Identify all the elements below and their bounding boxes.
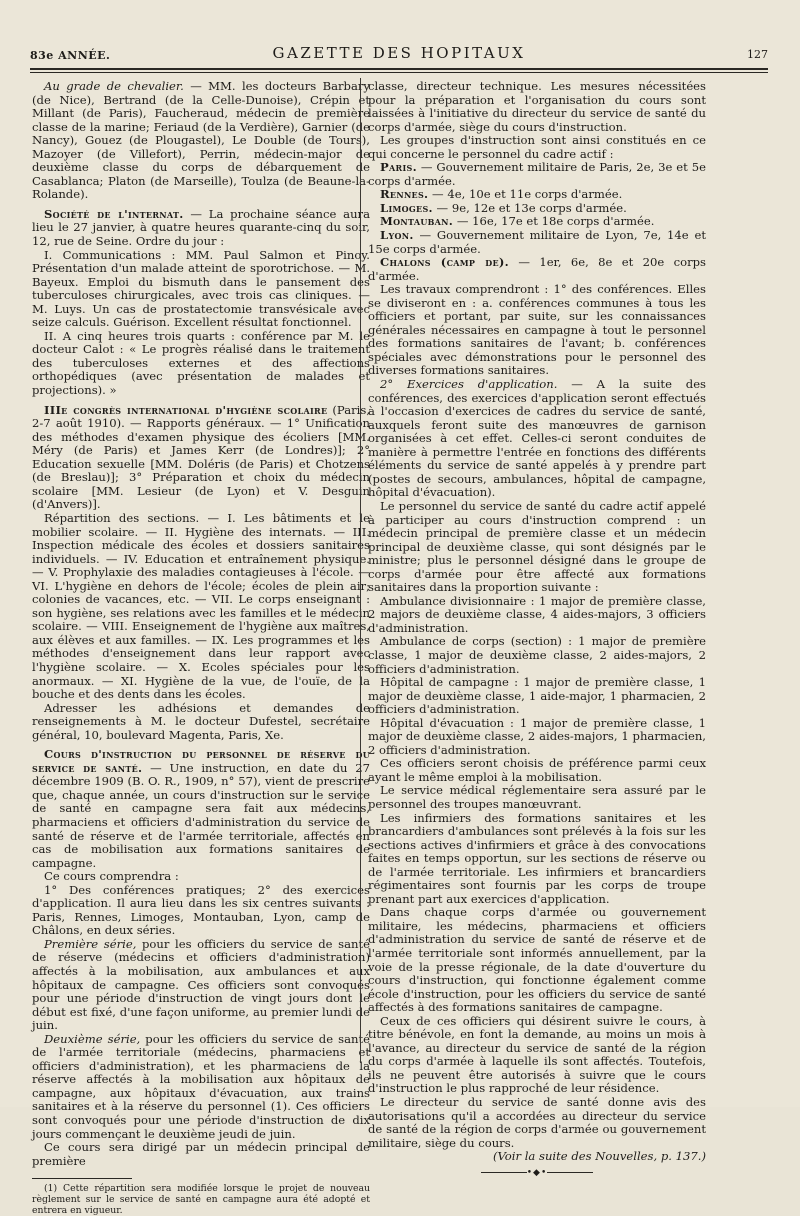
paragraph-body: Adresser les adhésions et demandes de renseignements à M. le docteur Dufestel, secrétaire général, 10, boulevard Magenta, Paris, Xe. (32, 700, 370, 742)
paragraph-body: Ambulance divisionnaire : 1 major de première classe, 2 majors de deuxième classe, 4 aides-majors, 3 officiers d'administration. (368, 593, 706, 635)
paragraph-lead: Au grade de chevalier. (44, 79, 184, 93)
left-paragraph (32, 208, 370, 249)
paragraph-body: pour les officiers du service de santé de réserve (médecins et officiers d'administration) affectés à la mobilisation, aux ambulances et aux hôpitaux de campagne. Ces officiers sont convoqués pour une période d'instruction de vingt jours dont le début est fixé, d'une façon uniforme, au premier lundi de juin. (32, 936, 370, 1033)
continuation-note: (Voir la suite des Nouvelles, p. 137.) (492, 1149, 706, 1164)
paragraph-body: — A la suite des conférences, des exercices d'application seront effectués à l'occasion d'exercices de cadres du service de santé, auxquels feront suite des manœuvres de garnison organisées à cet effet. Celles-ci seront conduites de manière à permettre l'entrée en fonctions des différents éléments du service de santé appelés à y prendre part (postes de secours, ambulances, hôpital de campagne, hôpital d'évacuation). (368, 377, 707, 500)
footnote: (1) Cette répartition sera modifiée lorsque le projet de nouveau règlement sur le service de santé en campagne aura été adopté et entrera en vigueur. (32, 1183, 370, 1216)
paragraph-lead: Première série, (44, 936, 137, 951)
left-paragraph (32, 702, 370, 743)
paragraph-body: I. Communications : MM. Paul Salmon et Pinoy. Présentation d'un malade atteint de sporotrichose. — M. Bayeux. Emploi du bismuth dans le pansement des tuberculoses chirurgicales, avec trois cas cliniques. — M. Luys. Un cas de prostatectomie transvésicale avec seize calculs. Guérison. Excellent résultat fonctionnel. (32, 247, 370, 330)
paragraph-body: — 4e, 10e et 11e corps d'armée. (428, 187, 623, 202)
right-paragraph (368, 188, 706, 202)
right-paragraph (368, 134, 706, 161)
right-paragraph (368, 1096, 706, 1150)
journal-title: GAZETTE DES HOPITAUX (272, 44, 526, 62)
paragraph-lead: Rennes. (380, 187, 429, 202)
right-paragraph (368, 812, 706, 907)
paragraph-body: Le personnel du service de santé du cadre actif appelé à participer au cours d'instruction comprend : un médecin principal de première classe et un médecin principal de deuxième classe, qui sont désignés par le ministre; plus le personnel désigné dans le groupe de corps d'armée pour être affecté aux formations sanitaires dans la proportion suivante : (368, 498, 706, 595)
closing-ornament: •◆• (368, 1167, 706, 1181)
right-paragraph (368, 635, 706, 676)
paragraph-body: Répartition des sections. — I. Les bâtiments et le mobilier scolaire. — II. Hygiène des internats. — III. Inspection médicale des écoles et dossiers sanitaires individuels. — IV. Education et entraînement physique. — V. Prophylaxie des maladies contagieuses à l'école. — VI. L'hygiène en dehors de l'école; écoles de plein air; colonies de vacances, etc. — VII. Le corps enseignant : son hygiène, ses relations avec les familles et le médecin scolaire. — VIII. Enseignement de l'hygiène aux maîtres, aux élèves et aux familles. — IX. Les programmes et les méthodes d'enseignement dans leur rapport avec l'hygiène scolaire. — X. Ecoles spéciales pour les anormaux. — XI. Hygiène de la vue, de l'ouïe, de la bouche et des dents dans les écoles. (32, 510, 370, 702)
running-head (30, 44, 768, 66)
paragraph-body: II. A cinq heures trois quarts : conférence par M. le docteur Calot : « Le progrès réalisé dans le traitement des tuberculoses externes et des affections orthopédiques (avec présentation de malades et projections). » (32, 328, 370, 398)
header-rule-thin (30, 72, 768, 73)
paragraph-body: Dans chaque corps d'armée ou gouvernement militaire, les médecins, pharmaciens et officiers d'administration du service de santé de réserve et de l'armée territoriale sont informés annuellement, par la voie de la presse régionale, de la date d'ouverture du cours d'instruction, qui fonctionne également comme école d'instruction, pour les officiers du service de santé affectés à des formations sanitaires de campagne. (368, 905, 706, 1015)
paragraph-body: — Gouvernement militaire de Paris, 2e, 3e et 5e corps d'armée. (368, 160, 706, 188)
right-paragraph (368, 80, 706, 134)
paragraph-lead: Limoges. (380, 200, 433, 215)
paragraph-body: pour les officiers du service de santé de l'armée territoriale (médecins, pharmaciens et officiers d'administration), et les pharmaciens de la réserve affectés à la mobilisation aux hôpitaux de campagne, aux hôpitaux d'évacuation, aux trains sanitaires et à la réserve du personnel (1). Ces officiers sont convoqués pour une période d'instruction de dix jours commençant le deuxième jeudi de juin. (32, 1031, 370, 1141)
left-paragraph (32, 884, 370, 938)
left-column (32, 80, 370, 1216)
paragraph-body: Ce cours sera dirigé par un médecin principal de première (32, 1140, 370, 1168)
paragraph-body: Les travaux comprendront : 1° des conférences. Elles se diviseront en : a. conférences communes à tous les officiers et portant, par suite, sur les connaissances générales nécessaires en campagne à tout le personnel des formations sanitaires de l'avant; b. conférences spéciales avec démonstrations pour le personnel des diverses formations sanitaires. (368, 282, 706, 378)
paragraph-lead: Montauban. (380, 214, 454, 229)
paragraph-body: 1° Des conférences pratiques; 2° des exercices d'application. Il aura lieu dans les six centres suivants : Paris, Rennes, Limoges, Montauban, Lyon, camp de Châlons, en deux séries. (32, 882, 370, 938)
paragraph-lead: Cours d'instruction du personnel de réserve du service de santé. (32, 747, 370, 775)
right-paragraph (368, 757, 706, 784)
paragraph-lead: 2° Exercices d'application. (380, 377, 558, 392)
footnote-rule (32, 1178, 132, 1179)
paragraph-lead: IIIe congrès international d'hygiène scolaire (44, 402, 328, 417)
paragraph-body: Le directeur du service de santé donne avis des autorisations qu'il a accordées au directeur du service de santé de la région de corps d'armée ou gouvernement militaire, siège du cours. (368, 1095, 706, 1150)
left-paragraph (32, 1141, 370, 1168)
right-paragraph (368, 283, 706, 378)
paragraph-lead: Société de l'internat. (44, 206, 184, 221)
paragraph-body: Ces officiers seront choisis de préférence parmi ceux ayant le même emploi à la mobilisation. (368, 756, 706, 784)
right-paragraph (368, 717, 706, 758)
paragraph-body: Les groupes d'instruction sont ainsi constitués en ce qui concerne le personnel du cadre actif : (368, 133, 706, 161)
paragraph-body: Hôpital de campagne : 1 major de première classe, 1 major de deuxième classe, 1 aide-major, 1 pharmacien, 2 officiers d'administration. (368, 675, 706, 717)
right-paragraph (368, 378, 706, 500)
right-paragraph (368, 202, 706, 216)
year-label: 83e ANNÉE. (30, 49, 111, 62)
right-paragraph (368, 256, 706, 283)
left-paragraph (32, 249, 370, 330)
right-paragraph (368, 784, 706, 811)
left-paragraph (32, 870, 370, 884)
paragraph-body: Les infirmiers des formations sanitaires et les brancardiers d'ambulances sont prélevés à la fois sur les sections actives d'infirmiers et grâce à des convocations faites en temps opportun, sur les sections de réserve ou de l'armée territoriale. Les infirmiers et brancardiers régimentaires sont fournis par les corps de troupe prenant part aux exercices d'application. (368, 810, 706, 906)
left-paragraph (32, 404, 370, 512)
right-column (368, 80, 706, 1180)
paragraph-body: — 16e, 17e et 18e corps d'armée. (453, 214, 655, 229)
paragraph-body: — 1er, 6e, 8e et 20e corps d'armée. (368, 255, 707, 283)
paragraph-body: Le service médical réglementaire sera assuré par le personnel des troupes manœuvrant. (368, 783, 706, 811)
paragraph-body: — MM. les docteurs Barbary (de Nice), Bertrand (de la Celle-Dunoise), Crépin et Millant (de Paris), Faucheraud, médecin de première classe de la marine; Feriaud (de la Verdière), Garnier (de Nancy), Gouez (de Plougastel), Le Double (de Tours), Mazoyer (de Villefort), Perrin, médecin-major de deuxième classe du corps de débarquement de Casablanca; Platon (de Marseille), Toulza (de Beaune-la-Rolande). (32, 79, 370, 202)
paragraph-body: Ceux de ces officiers qui désirent suivre le cours, à titre bénévole, en font la demande, au moins un mois à l'avance, au directeur du service de santé de la région du corps d'armée à laquelle ils sont affectés. Toutefois, ils ne peuvent être autorisés à suivre que le cours d'instruction le plus rapproché de leur résidence. (368, 1013, 706, 1096)
right-paragraph (368, 906, 706, 1014)
paragraph-body: Ce cours comprendra : (44, 869, 179, 884)
paragraph-body: Hôpital d'évacuation : 1 major de première classe, 1 major de deuxième classe, 2 aides-majors, 1 pharmacien, 2 officiers d'administration. (368, 715, 706, 757)
paragraph-lead: Lyon. (380, 228, 414, 243)
right-paragraph (368, 595, 706, 636)
paragraph-body: Ambulance de corps (section) : 1 major de première classe, 1 major de deuxième classe, 2 aides-majors, 2 officiers d'administration. (368, 634, 706, 676)
right-paragraph (368, 215, 706, 229)
left-paragraph (32, 330, 370, 398)
right-paragraph (368, 500, 706, 595)
paragraph-body: classe, directeur technique. Les mesures nécessitées pour la préparation et l'organisation du cours sont laissées à l'initiative du directeur du service de santé du corps d'armée, siège du cours d'instruction. (368, 79, 706, 134)
column-divider (360, 78, 361, 1063)
left-paragraph (32, 1033, 370, 1141)
header-rule (30, 68, 768, 70)
paragraph-lead: Chalons (camp de). (380, 255, 509, 270)
paragraph-body: — Une instruction, en date du 27 décembre 1909 (B. O. R., 1909, n° 57), vient de prescrire que, chaque année, un cours d'instruction sur le service de santé en campagne sera fait aux médecins, pharmaciens et officiers d'administration du service de santé de réserve et de l'armée territoriale, affectés en cas de mobilisation aux formations sanitaires de campagne. (32, 760, 370, 870)
paragraph-lead: Paris. (380, 160, 417, 175)
right-paragraph (368, 1015, 706, 1096)
paragraph-body: — La prochaine séance aura lieu le 27 janvier, à quatre heures quarante-cinq du soir, 12, rue de Seine. Ordre du jour : (32, 206, 370, 249)
right-paragraph (368, 676, 706, 717)
paragraph-lead: Deuxième série, (44, 1031, 141, 1046)
paragraph-body: — 9e, 12e et 13e corps d'armée. (432, 200, 627, 215)
left-paragraph (32, 748, 370, 870)
paragraph-body: — Gouvernement militaire de Lyon, 7e, 14e et 15e corps d'armée. (368, 228, 706, 256)
left-paragraph (32, 938, 370, 1033)
paragraph-body: (Paris, 2-7 août 1910). — Rapports généraux. — 1° Unification des méthodes d'examen physique des écoliers [MM. Méry (de Paris) et James Kerr (de Londres)]; 2° Education sexuelle [MM. Doléris (de Paris) et Chotzens (de Breslau)]; 3° Préparation et choix du médecin scolaire [MM. Lesieur (de Lyon) et V. Desguin (d'Anvers)]. (32, 402, 370, 512)
left-paragraph (32, 80, 370, 202)
page-number: 127 (747, 48, 768, 61)
right-paragraph (368, 229, 706, 256)
left-paragraph (32, 512, 370, 702)
right-paragraph (368, 161, 706, 188)
